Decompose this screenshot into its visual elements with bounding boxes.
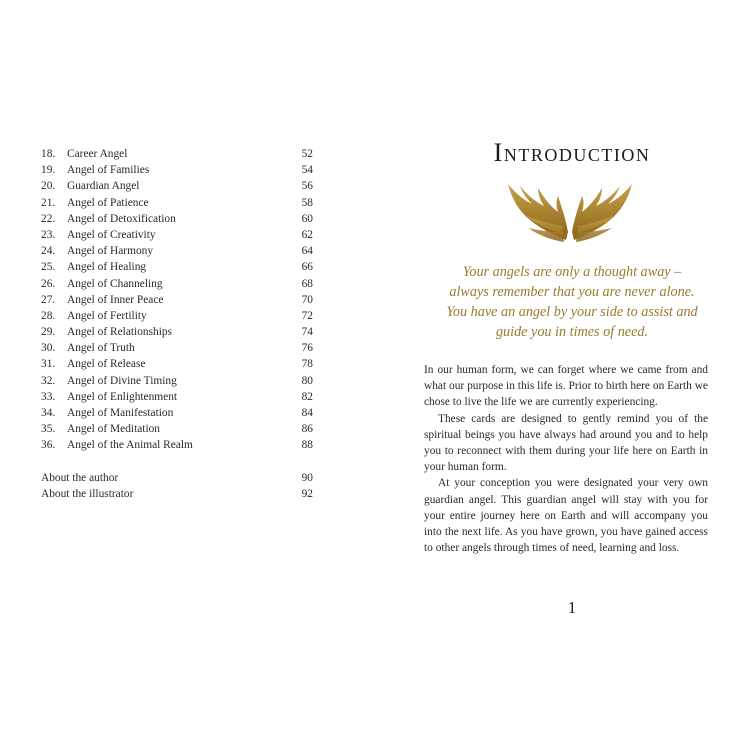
toc-entry [41,178,313,194]
toc-entry-number: 35. [41,423,56,436]
toc-entry-page: 66 [301,261,313,274]
toc-entry-page: 70 [301,293,313,306]
toc-entry [41,162,313,178]
toc-entry-title: Angel of Fertility [67,309,147,322]
toc-entry-title: Angel of the Animal Realm [67,439,193,452]
toc-entry-page: 54 [301,164,313,177]
toc-entry-number: 22. [41,212,56,225]
quote-line: guide you in times of need. [495,324,649,340]
toc-entry [41,389,313,405]
toc-entry [41,405,313,421]
toc-entry [41,227,313,243]
toc-entry-number: 25. [41,261,56,274]
toc-entry-number: 30. [41,342,56,355]
toc-entry-number: 34. [41,407,56,419]
toc-entry-title: Angel of Channeling [67,277,163,290]
toc-entry [41,324,313,340]
toc-entry-number: 24. [41,245,56,258]
page-title: Introduction [493,138,651,167]
toc-entry [41,437,313,453]
toc-entry [41,356,313,372]
toc-entry-page: 62 [301,228,313,241]
toc-about-title: About the author [41,471,119,484]
toc-entry-title: Angel of Enlightenment [67,390,178,403]
toc-entry-page: 56 [301,180,313,193]
toc-spacer [41,454,313,470]
toc-entry-title: Angel of Healing [67,261,147,274]
toc-about-entry [41,486,313,502]
intro-body [424,362,708,556]
toc-entry-number: 27. [41,293,56,306]
toc-entry-page: 72 [301,309,313,322]
quote-line: always remember that you are never alone. [449,284,695,300]
toc-entry-title: Angel of Inner Peace [67,293,164,306]
toc-entry [41,292,313,308]
intro-quote [420,262,724,342]
toc-entry-page: 82 [301,390,313,403]
toc-entry-page: 58 [301,196,313,209]
toc-entry-number: 31. [41,358,56,371]
toc-entry-title: Angel of Release [67,358,146,371]
toc-entry [41,243,313,259]
quote-line: You have an angel by your side to assist and [446,304,698,320]
toc-entry-title: Angel of Detoxification [67,212,176,225]
toc-entry [41,308,313,324]
toc-entry-page: 74 [301,326,313,339]
toc-entry-title: Angel of Relationships [67,326,173,339]
angel-wings-icon [506,180,634,246]
toc-entry-page: 64 [301,245,313,258]
toc-entry-page: 52 [301,148,313,160]
toc-entry-title: Angel of Creativity [67,228,156,241]
toc-entry-page: 86 [301,423,313,436]
toc-entry-number: 29. [41,326,56,339]
toc-entry-title: Angel of Manifestation [67,407,174,419]
toc-entry [41,421,313,437]
toc-entry [41,373,313,389]
toc-about-page: 92 [301,487,313,500]
toc-entry-number: 28. [41,309,56,322]
intro-paragraph: At your conception you were designated your very own guardian angel. This guardian angel will stay with you for your entire journey here on Earth and will accompany you into the next life. As you have grown, you have gained access to other angels through times of need, learning and loss. [424,477,708,555]
toc-entry [41,146,313,162]
toc-entry-title: Guardian Angel [67,180,140,193]
toc-entry [41,211,313,227]
toc-entry-number: 20. [41,180,56,193]
toc-entry [41,195,313,211]
toc-entry-title: Angel of Meditation [67,423,161,436]
toc-entry-title: Angel of Patience [67,196,149,209]
toc-entry-number: 18. [41,148,56,160]
toc-entry-number: 23. [41,228,56,241]
toc-entry-number: 21. [41,196,56,209]
intro-paragraph: These cards are designed to gently remind you of the spiritual beings you have always had around you and to help you to reconnect with them during your life here on Earth in your human form. [424,412,708,474]
toc-entry-page: 76 [301,342,313,355]
toc-entry-title: Angel of Truth [67,342,135,355]
toc-entry-title: Angel of Harmony [67,245,154,258]
intro-paragraph: In our human form, we can forget where we came from and what our purpose in this life is. Prior to birth here on Earth we chose to live the life we are currently experiencing. [424,364,708,409]
toc-about-entry [41,470,313,486]
toc-entry [41,340,313,356]
toc-entry-number: 26. [41,277,56,290]
toc-entry-page: 88 [301,439,313,452]
table-of-contents [41,146,313,502]
toc-entry [41,259,313,275]
toc-entry-number: 33. [41,390,56,403]
page-number: 1 [567,598,577,617]
toc-entry-title: Career Angel [67,148,128,160]
toc-about-page: 90 [301,471,313,484]
toc-entry-number: 36. [41,439,56,452]
toc-entry-page: 68 [301,277,313,290]
quote-line: Your angels are only a thought away – [462,264,682,280]
toc-entry-page: 80 [301,374,313,387]
toc-entry-page: 60 [301,212,313,225]
toc-entry-page: 78 [301,358,313,371]
toc-entry-number: 32. [41,374,56,387]
toc-entry [41,276,313,292]
toc-entry-number: 19. [41,164,56,177]
toc-entry-title: Angel of Divine Timing [67,374,177,387]
toc-entry-title: Angel of Families [67,164,150,177]
toc-about-title: About the illustrator [41,487,134,500]
toc-entry-page: 84 [301,407,313,419]
